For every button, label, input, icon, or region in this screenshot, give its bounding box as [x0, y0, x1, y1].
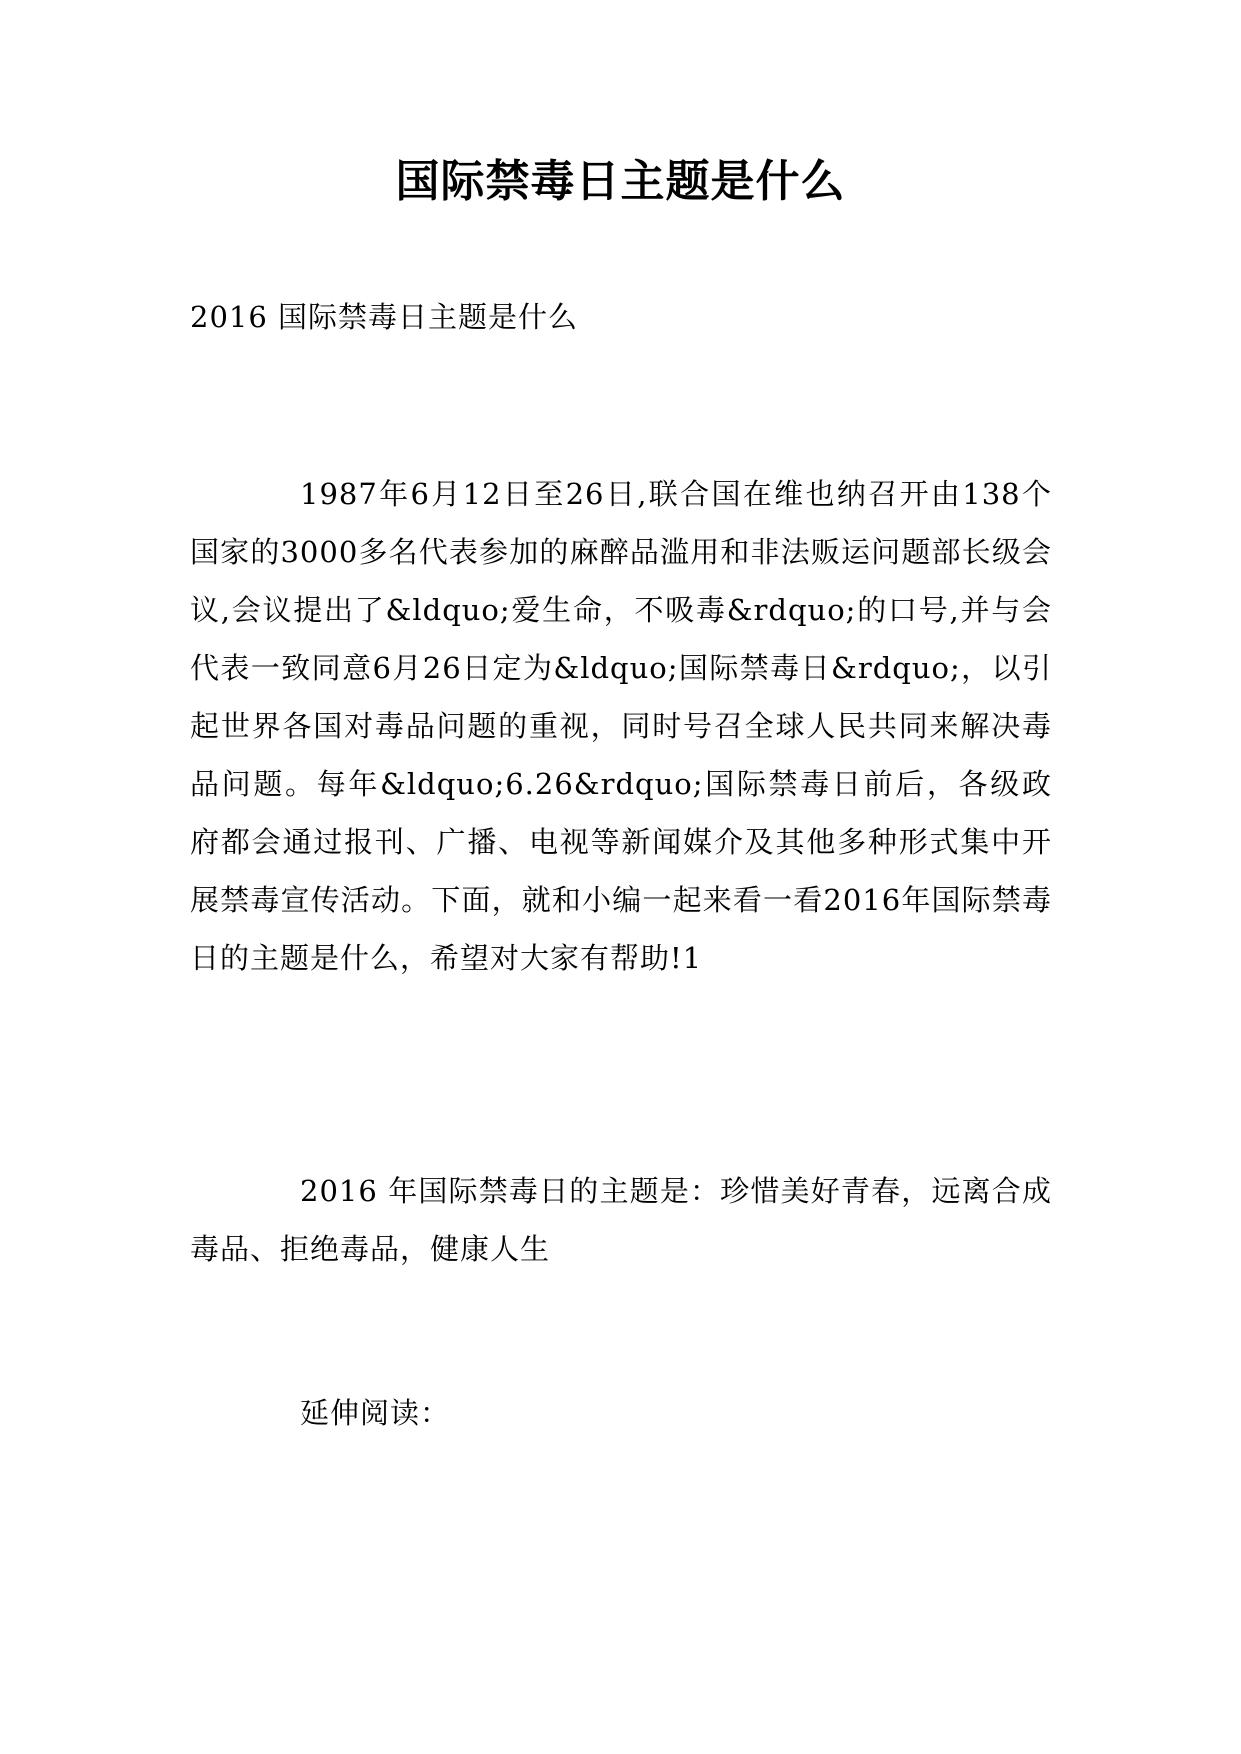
document-subtitle: 2016 国际禁毒日主题是什么 [190, 300, 579, 334]
paragraph-theme: 2016 年国际禁毒日的主题是：珍惜美好青春，远离合成毒品、拒绝毒品，健康人生 [190, 1174, 1052, 1266]
paragraph-extended-reading: 延伸阅读： [300, 1396, 451, 1430]
paragraph-intro: 1987年6月12日至26日,联合国在维也纳召开由138个国家的3000多名代表参加的麻醉品滥用和非法贩运问题部长级会议,会议提出了&ldquo;爱生命，不吸毒&rdquo;的口号,并与会代表一致同意6月26日定为&ldquo;国际禁毒日&rdquo;，以引起世界各国对毒品问题的重视，同时号召全球人民共同来解决毒品问题。每年&ldquo;6.26&rdquo;国际禁毒日前后，各级政府都会通过报刊、广播、电视等新闻媒介及其他多种形式集中开展禁毒宣传活动。下面，就和小编一起来看一看2016年国际禁毒日的主题是什么，希望对大家有帮助!1 [190, 477, 1052, 975]
document-title: 国际禁毒日主题是什么 [395, 156, 846, 207]
